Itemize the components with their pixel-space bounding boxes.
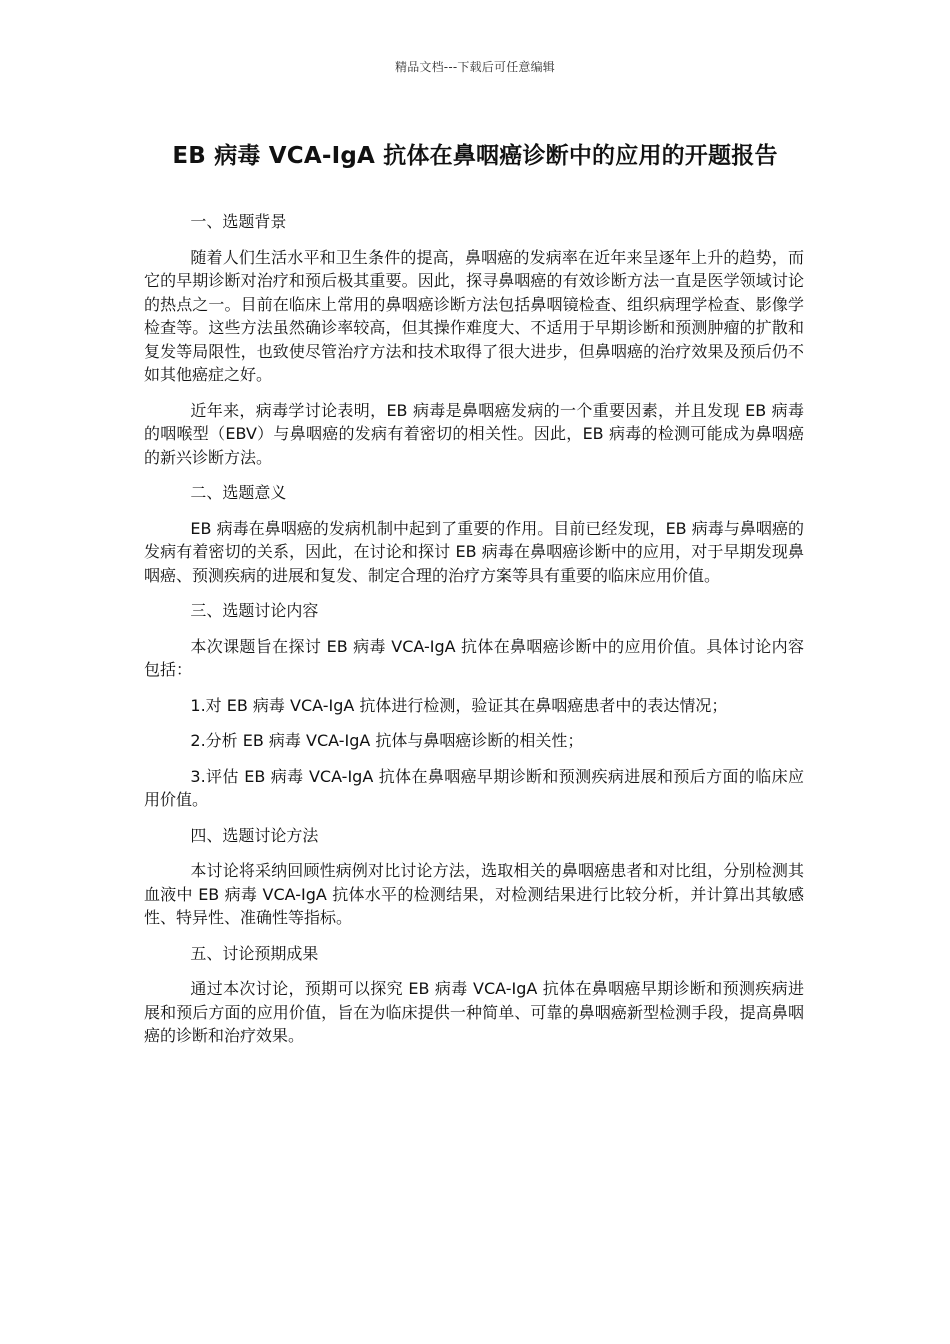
paragraph-background-1: 随着人们生活水平和卫生条件的提高，鼻咽癌的发病率在近年来呈逐年上升的趋势，而它的早期诊断对治疗和预后极其重要。因此，探寻鼻咽癌的有效诊断方法一直是医学领域讨论的热点之一。目前在临床上常用的鼻咽癌诊断方法包括鼻咽镜检查、组织病理学检查、影像学检查等。这些方法虽然确诊率较高，但其操作难度大、不适用于早期诊断和预测肿瘤的扩散和复发等局限性，也致使尽管治疗方法和技术取得了很大进步，但鼻咽癌的治疗效果及预后仍不如其他癌症之好。	[144, 247, 804, 384]
list-item-content-3: 3.评估 EB 病毒 VCA-IgA 抗体在鼻咽癌早期诊断和预测疾病进展和预后方面的临床应用价值。	[144, 766, 804, 809]
paragraph-content-intro: 本次课题旨在探讨 EB 病毒 VCA-IgA 抗体在鼻咽癌诊断中的应用价值。具体讨论内容包括：	[144, 636, 804, 679]
document-title: EB 病毒 VCA-IgA 抗体在鼻咽癌诊断中的应用的开题报告	[172, 143, 778, 169]
section-heading-outcomes: 五、讨论预期成果	[190, 943, 319, 963]
paragraph-background-2: 近年来，病毒学讨论表明，EB 病毒是鼻咽癌发病的一个重要因素，并且发现 EB 病毒的咽喉型（EBV）与鼻咽癌的发病有着密切的相关性。因此，EB 病毒的检测可能成为鼻咽癌的新兴诊断方法。	[144, 400, 804, 467]
section-heading-background: 一、选题背景	[190, 212, 287, 231]
paragraph-method-1: 本讨论将采纳回顾性病例对比讨论方法，选取相关的鼻咽癌患者和对比组，分别检测其血液中 EB 病毒 VCA-IgA 抗体水平的检测结果，对检测结果进行比较分析，并计算出其敏感性、特异性、准确性等指标。	[144, 861, 804, 927]
section-heading-significance: 二、选题意义	[190, 483, 287, 502]
list-item-content-1: 1.对 EB 病毒 VCA-IgA 抗体进行检测，验证其在鼻咽癌患者中的表达情况；	[190, 695, 728, 715]
page-header: 精品文档---下载后可任意编辑	[395, 60, 555, 74]
section-heading-content: 三、选题讨论内容	[190, 601, 319, 620]
list-item-content-2: 2.分析 EB 病毒 VCA-IgA 抗体与鼻咽癌诊断的相关性；	[190, 731, 584, 750]
paragraph-outcomes-1: 通过本次讨论，预期可以探究 EB 病毒 VCA-IgA 抗体在鼻咽癌早期诊断和预测疾病进展和预后方面的应用价值，旨在为临床提供一种简单、可靠的鼻咽癌新型检测手段，提高鼻咽癌的诊断和治疗效果。	[144, 979, 804, 1045]
section-heading-method: 四、选题讨论方法	[190, 825, 319, 845]
paragraph-significance-1: EB 病毒在鼻咽癌的发病机制中起到了重要的作用。目前已经发现，EB 病毒与鼻咽癌的发病有着密切的关系，因此，在讨论和探讨 EB 病毒在鼻咽癌诊断中的应用，对于早期发现鼻咽癌、预测疾病的进展和复发、制定合理的治疗方案等具有重要的临床应用价值。	[144, 518, 804, 585]
document-body	[144, 210, 804, 1060]
